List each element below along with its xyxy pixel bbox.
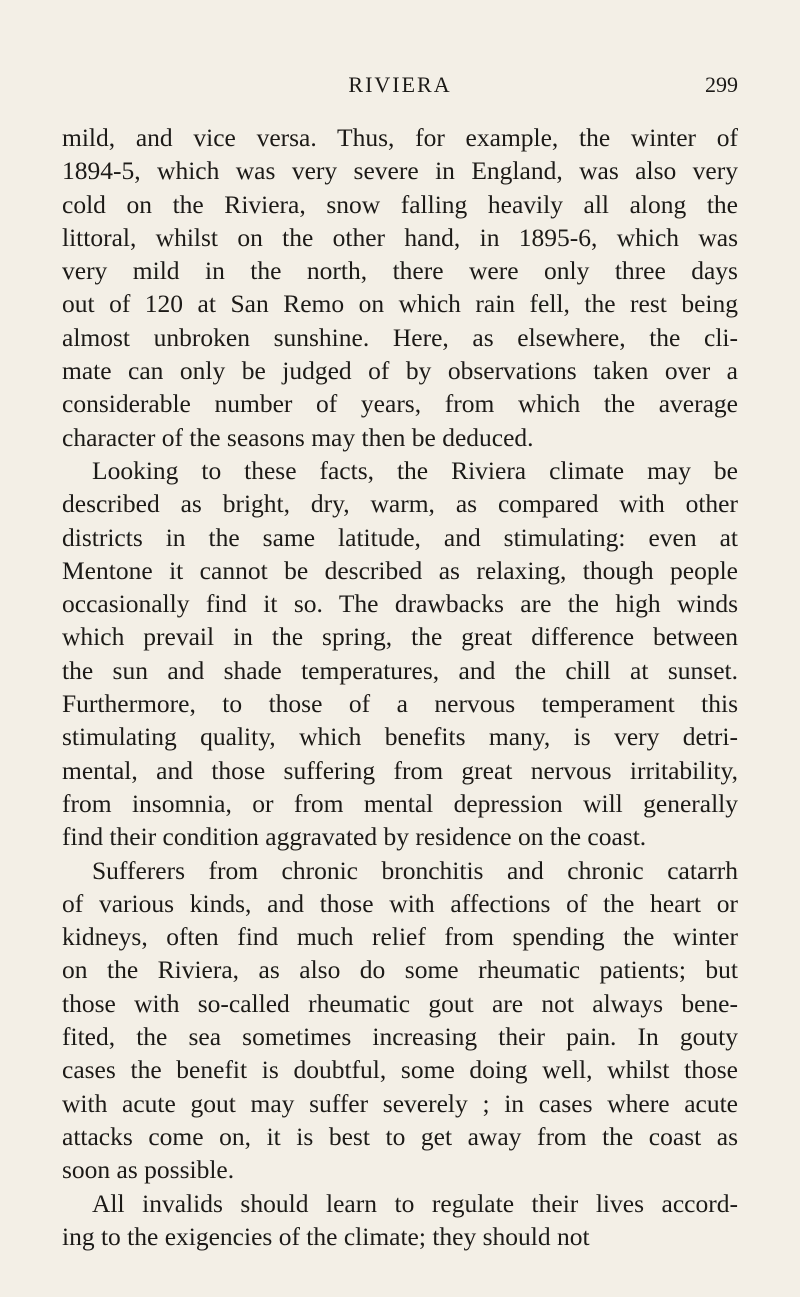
paragraph [62, 454, 738, 854]
paragraph [62, 121, 738, 454]
text-line: ing to the exigencies of the climate; they should not [62, 1221, 590, 1251]
text-line: Sufferers from chronic bronchitis and chronic catarrh [92, 855, 738, 885]
text-line: with acute gout may suffer severely ; in cases where acute [62, 1088, 738, 1118]
text-line: described as bright, dry, warm, as compared with other [62, 489, 738, 519]
text-line: soon as possible. [62, 1155, 235, 1185]
text-line: from insomnia, or from mental depression will generally [62, 788, 738, 818]
text-line: of various kinds, and those with affections of the heart or [62, 888, 738, 918]
text-line: Looking to these facts, the Riviera climate may be [92, 455, 738, 485]
running-title: RIVIERA [348, 72, 452, 97]
text-line: fited, the sea sometimes increasing their pain. In gouty [62, 1022, 738, 1052]
text-line: Furthermore, to those of a nervous temperament this [62, 689, 738, 719]
body-text [62, 121, 738, 1253]
paragraph [62, 1187, 738, 1254]
text-line: which prevail in the spring, the great difference between [62, 622, 738, 652]
text-line: mental, and those suffering from great nervous irritability, [62, 755, 738, 785]
text-line: find their condition aggravated by residence on the coast. [62, 822, 647, 852]
text-line: kidneys, often find much relief from spending the winter [62, 922, 738, 952]
page-number: 299 [705, 72, 738, 97]
text-line: 1894-5, which was very severe in England, was also very [62, 156, 738, 186]
text-line: mate can only be judged of by observations taken over a [62, 356, 738, 386]
text-line: mild, and vice versa. Thus, for example, the winter of [62, 123, 738, 152]
text-line: those with so-called rheumatic gout are not always bene- [62, 988, 738, 1018]
text-line: very mild in the north, there were only three days [62, 256, 738, 286]
running-head [62, 72, 738, 108]
text-line: out of 120 at San Remo on which rain fell, the rest being [62, 289, 738, 319]
text-line: stimulating quality, which benefits many, is very detri- [62, 722, 738, 752]
text-line: cases the benefit is doubtful, some doing well, whilst those [62, 1055, 738, 1085]
paragraph [62, 854, 738, 1187]
text-line: the sun and shade temperatures, and the chill at sunset. [62, 655, 738, 685]
text-line: cold on the Riviera, snow falling heavily all along the [62, 189, 738, 219]
text-line: Mentone it cannot be described as relaxing, though people [62, 555, 738, 585]
text-line: almost unbroken sunshine. Here, as elsewhere, the cli- [62, 322, 738, 352]
text-line: districts in the same latitude, and stimulating: even at [62, 522, 738, 552]
text-line: attacks come on, it is best to get away from the coast as [62, 1121, 738, 1151]
text-line: All invalids should learn to regulate their lives accord- [92, 1188, 738, 1218]
text-line: character of the seasons may then be deduced. [62, 422, 534, 452]
text-line: occasionally find it so. The drawbacks are the high winds [62, 589, 738, 619]
text-line: considerable number of years, from which the average [62, 389, 738, 419]
text-line: on the Riviera, as also do some rheumatic patients; but [62, 955, 738, 985]
text-line: littoral, whilst on the other hand, in 1895-6, which was [62, 222, 738, 252]
